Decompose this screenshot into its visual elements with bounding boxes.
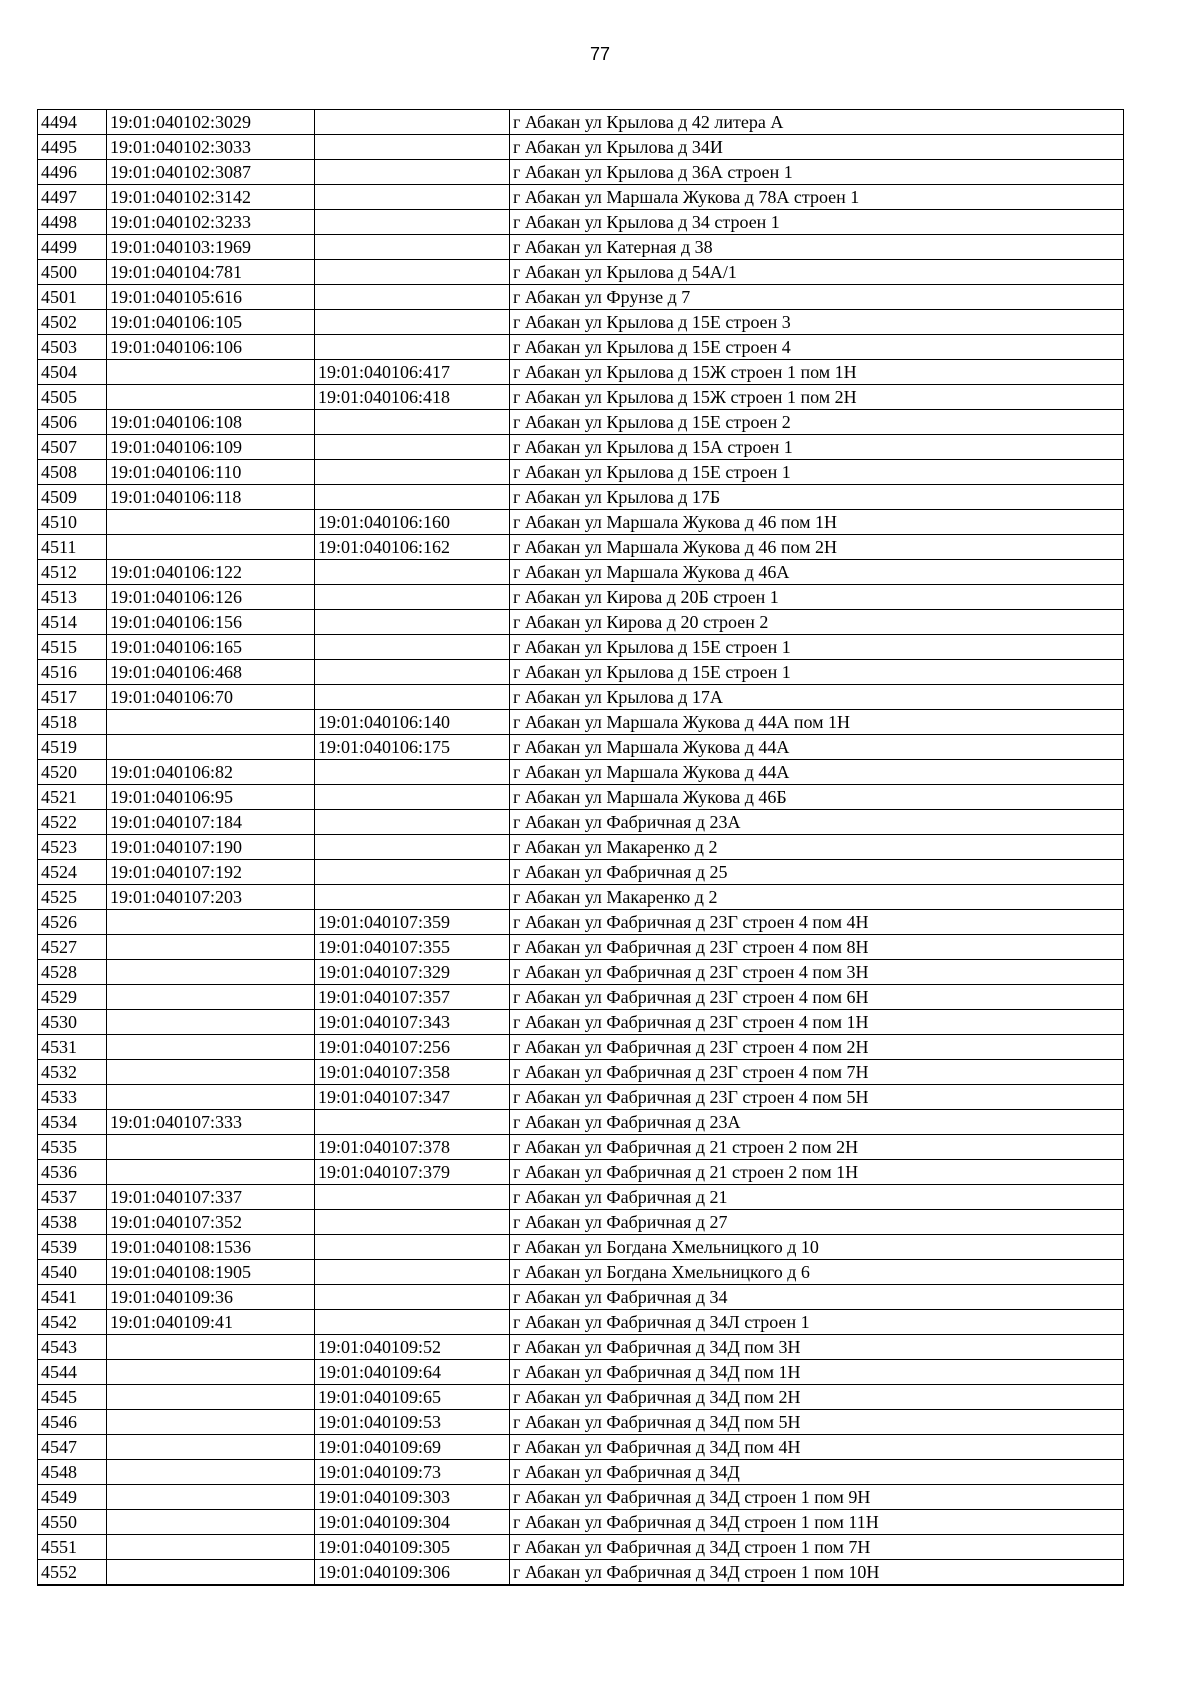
premises-cadastral-cell: 19:01:040107:358 [315, 1060, 510, 1085]
row-number-cell: 4515 [38, 635, 107, 660]
premises-cadastral-cell [315, 785, 510, 810]
premises-cadastral-cell [315, 635, 510, 660]
building-cadastral-cell [107, 1410, 315, 1435]
premises-cadastral-cell [315, 1310, 510, 1335]
address-cell: г Абакан ул Кирова д 20Б строен 1 [510, 585, 1124, 610]
row-number-cell: 4521 [38, 785, 107, 810]
address-cell: г Абакан ул Фабричная д 23Г строен 4 пом 3Н [510, 960, 1124, 985]
building-cadastral-cell: 19:01:040106:156 [107, 610, 315, 635]
building-cadastral-cell [107, 1335, 315, 1360]
row-number-cell: 4512 [38, 560, 107, 585]
row-number-cell: 4505 [38, 385, 107, 410]
row-number-cell: 4529 [38, 985, 107, 1010]
row-number-cell: 4497 [38, 185, 107, 210]
row-number-cell: 4509 [38, 485, 107, 510]
address-cell: г Абакан ул Крылова д 17А [510, 685, 1124, 710]
address-cell: г Абакан ул Маршала Жукова д 44А [510, 735, 1124, 760]
table-row [38, 985, 1124, 1010]
table-row [38, 685, 1124, 710]
building-cadastral-cell: 19:01:040102:3033 [107, 135, 315, 160]
premises-cadastral-cell [315, 235, 510, 260]
row-number-cell: 4534 [38, 1110, 107, 1135]
table-row [38, 785, 1124, 810]
premises-cadastral-cell [315, 1285, 510, 1310]
row-number-cell: 4503 [38, 335, 107, 360]
table-row [38, 1035, 1124, 1060]
address-cell: г Абакан ул Крылова д 15Е строен 2 [510, 410, 1124, 435]
row-number-cell: 4540 [38, 1260, 107, 1285]
building-cadastral-cell [107, 1360, 315, 1385]
table-row [38, 435, 1124, 460]
row-number-cell: 4499 [38, 235, 107, 260]
property-register-table [37, 109, 1124, 1586]
table-row [38, 110, 1124, 135]
table-row [38, 410, 1124, 435]
table-row [38, 1335, 1124, 1360]
building-cadastral-cell [107, 1485, 315, 1510]
address-cell: г Абакан ул Фабричная д 34 [510, 1285, 1124, 1310]
premises-cadastral-cell [315, 1110, 510, 1135]
row-number-cell: 4548 [38, 1460, 107, 1485]
building-cadastral-cell [107, 735, 315, 760]
premises-cadastral-cell: 19:01:040107:355 [315, 935, 510, 960]
table-body [38, 110, 1124, 1586]
row-number-cell: 4501 [38, 285, 107, 310]
table-row [38, 135, 1124, 160]
address-cell: г Абакан ул Фабричная д 23Г строен 4 пом 7Н [510, 1060, 1124, 1085]
row-number-cell: 4514 [38, 610, 107, 635]
table-row [38, 160, 1124, 185]
building-cadastral-cell [107, 935, 315, 960]
address-cell: г Абакан ул Фабричная д 23Г строен 4 пом 8Н [510, 935, 1124, 960]
table-row [38, 260, 1124, 285]
table-row [38, 485, 1124, 510]
address-cell: г Абакан ул Фабричная д 21 [510, 1185, 1124, 1210]
building-cadastral-cell: 19:01:040106:108 [107, 410, 315, 435]
premises-cadastral-cell [315, 860, 510, 885]
building-cadastral-cell: 19:01:040108:1536 [107, 1235, 315, 1260]
table-row [38, 1510, 1124, 1535]
table-row [38, 910, 1124, 935]
premises-cadastral-cell [315, 435, 510, 460]
address-cell: г Абакан ул Крылова д 54А/1 [510, 260, 1124, 285]
premises-cadastral-cell [315, 610, 510, 635]
row-number-cell: 4520 [38, 760, 107, 785]
address-cell: г Абакан ул Крылова д 34И [510, 135, 1124, 160]
building-cadastral-cell [107, 1385, 315, 1410]
building-cadastral-cell [107, 1535, 315, 1560]
building-cadastral-cell: 19:01:040104:781 [107, 260, 315, 285]
page-number: 77 [589, 44, 611, 64]
address-cell: г Абакан ул Крылова д 17Б [510, 485, 1124, 510]
building-cadastral-cell [107, 1135, 315, 1160]
address-cell: г Абакан ул Фабричная д 34Д пом 1Н [510, 1360, 1124, 1385]
building-cadastral-cell: 19:01:040107:190 [107, 835, 315, 860]
premises-cadastral-cell: 19:01:040106:140 [315, 710, 510, 735]
table-row [38, 1160, 1124, 1185]
table-row [38, 810, 1124, 835]
row-number-cell: 4522 [38, 810, 107, 835]
address-cell: г Абакан ул Фабричная д 21 строен 2 пом 1Н [510, 1160, 1124, 1185]
building-cadastral-cell: 19:01:040106:70 [107, 685, 315, 710]
address-cell: г Абакан ул Маршала Жукова д 78А строен 1 [510, 185, 1124, 210]
building-cadastral-cell: 19:01:040102:3142 [107, 185, 315, 210]
table-row [38, 1535, 1124, 1560]
address-cell: г Абакан ул Фабричная д 23Г строен 4 пом 1Н [510, 1010, 1124, 1035]
row-number-cell: 4538 [38, 1210, 107, 1235]
building-cadastral-cell: 19:01:040106:82 [107, 760, 315, 785]
table-row [38, 335, 1124, 360]
premises-cadastral-cell [315, 810, 510, 835]
row-number-cell: 4549 [38, 1485, 107, 1510]
address-cell: г Абакан ул Кирова д 20 строен 2 [510, 610, 1124, 635]
address-cell: г Абакан ул Фабричная д 34Л строен 1 [510, 1310, 1124, 1335]
building-cadastral-cell [107, 710, 315, 735]
table-row [38, 310, 1124, 335]
address-cell: г Абакан ул Катерная д 38 [510, 235, 1124, 260]
premises-cadastral-cell: 19:01:040107:347 [315, 1085, 510, 1110]
premises-cadastral-cell: 19:01:040106:175 [315, 735, 510, 760]
premises-cadastral-cell [315, 110, 510, 135]
building-cadastral-cell [107, 535, 315, 560]
table-row [38, 1460, 1124, 1485]
building-cadastral-cell [107, 360, 315, 385]
building-cadastral-cell [107, 1560, 315, 1586]
premises-cadastral-cell [315, 260, 510, 285]
address-cell: г Абакан ул Маршала Жукова д 46 пом 2Н [510, 535, 1124, 560]
premises-cadastral-cell [315, 685, 510, 710]
table-row [38, 1560, 1124, 1586]
table-row [38, 1485, 1124, 1510]
table-row [38, 1110, 1124, 1135]
row-number-cell: 4496 [38, 160, 107, 185]
row-number-cell: 4539 [38, 1235, 107, 1260]
address-cell: г Абакан ул Маршала Жукова д 46 пом 1Н [510, 510, 1124, 535]
building-cadastral-cell: 19:01:040105:616 [107, 285, 315, 310]
row-number-cell: 4495 [38, 135, 107, 160]
row-number-cell: 4516 [38, 660, 107, 685]
premises-cadastral-cell [315, 760, 510, 785]
building-cadastral-cell: 19:01:040107:203 [107, 885, 315, 910]
premises-cadastral-cell [315, 585, 510, 610]
premises-cadastral-cell [315, 1260, 510, 1285]
address-cell: г Абакан ул Крылова д 15Ж строен 1 пом 2Н [510, 385, 1124, 410]
row-number-cell: 4506 [38, 410, 107, 435]
premises-cadastral-cell: 19:01:040106:162 [315, 535, 510, 560]
table-row [38, 660, 1124, 685]
building-cadastral-cell [107, 1435, 315, 1460]
table-row [38, 860, 1124, 885]
premises-cadastral-cell: 19:01:040106:160 [315, 510, 510, 535]
premises-cadastral-cell: 19:01:040109:69 [315, 1435, 510, 1460]
row-number-cell: 4508 [38, 460, 107, 485]
premises-cadastral-cell: 19:01:040107:359 [315, 910, 510, 935]
address-cell: г Абакан ул Фабричная д 34Д пом 2Н [510, 1385, 1124, 1410]
premises-cadastral-cell: 19:01:040109:305 [315, 1535, 510, 1560]
building-cadastral-cell: 19:01:040106:110 [107, 460, 315, 485]
building-cadastral-cell [107, 1510, 315, 1535]
premises-cadastral-cell [315, 210, 510, 235]
building-cadastral-cell [107, 1460, 315, 1485]
address-cell: г Абакан ул Маршала Жукова д 46Б [510, 785, 1124, 810]
row-number-cell: 4504 [38, 360, 107, 385]
address-cell: г Абакан ул Фабричная д 34Д строен 1 пом 9Н [510, 1485, 1124, 1510]
address-cell: г Абакан ул Богдана Хмельницкого д 6 [510, 1260, 1124, 1285]
row-number-cell: 4545 [38, 1385, 107, 1410]
row-number-cell: 4524 [38, 860, 107, 885]
table-row [38, 460, 1124, 485]
table-row [38, 610, 1124, 635]
premises-cadastral-cell [315, 460, 510, 485]
building-cadastral-cell [107, 1160, 315, 1185]
address-cell: г Абакан ул Фрунзе д 7 [510, 285, 1124, 310]
address-cell: г Абакан ул Фабричная д 27 [510, 1210, 1124, 1235]
premises-cadastral-cell [315, 160, 510, 185]
building-cadastral-cell: 19:01:040106:126 [107, 585, 315, 610]
row-number-cell: 4550 [38, 1510, 107, 1535]
building-cadastral-cell [107, 960, 315, 985]
premises-cadastral-cell [315, 185, 510, 210]
premises-cadastral-cell: 19:01:040109:303 [315, 1485, 510, 1510]
row-number-cell: 4526 [38, 910, 107, 935]
address-cell: г Абакан ул Крылова д 15Е строен 1 [510, 635, 1124, 660]
address-cell: г Абакан ул Фабричная д 34Д пом 5Н [510, 1410, 1124, 1435]
row-number-cell: 4533 [38, 1085, 107, 1110]
building-cadastral-cell [107, 910, 315, 935]
address-cell: г Абакан ул Фабричная д 34Д строен 1 пом 11Н [510, 1510, 1124, 1535]
address-cell: г Абакан ул Крылова д 36А строен 1 [510, 160, 1124, 185]
address-cell: г Абакан ул Крылова д 15Е строен 1 [510, 660, 1124, 685]
address-cell: г Абакан ул Фабричная д 34Д пом 4Н [510, 1435, 1124, 1460]
premises-cadastral-cell: 19:01:040109:64 [315, 1360, 510, 1385]
address-cell: г Абакан ул Крылова д 15А строен 1 [510, 435, 1124, 460]
row-number-cell: 4523 [38, 835, 107, 860]
address-cell: г Абакан ул Фабричная д 23А [510, 810, 1124, 835]
table-row [38, 1210, 1124, 1235]
building-cadastral-cell: 19:01:040108:1905 [107, 1260, 315, 1285]
premises-cadastral-cell: 19:01:040107:256 [315, 1035, 510, 1060]
row-number-cell: 4544 [38, 1360, 107, 1385]
building-cadastral-cell: 19:01:040106:105 [107, 310, 315, 335]
address-cell: г Абакан ул Фабричная д 23А [510, 1110, 1124, 1135]
building-cadastral-cell [107, 1010, 315, 1035]
building-cadastral-cell: 19:01:040106:109 [107, 435, 315, 460]
row-number-cell: 4537 [38, 1185, 107, 1210]
table-row [38, 510, 1124, 535]
building-cadastral-cell: 19:01:040109:41 [107, 1310, 315, 1335]
building-cadastral-cell: 19:01:040106:106 [107, 335, 315, 360]
row-number-cell: 4513 [38, 585, 107, 610]
address-cell: г Абакан ул Фабричная д 23Г строен 4 пом 2Н [510, 1035, 1124, 1060]
table-row [38, 1310, 1124, 1335]
row-number-cell: 4507 [38, 435, 107, 460]
premises-cadastral-cell: 19:01:040109:52 [315, 1335, 510, 1360]
premises-cadastral-cell [315, 285, 510, 310]
building-cadastral-cell: 19:01:040106:468 [107, 660, 315, 685]
row-number-cell: 4494 [38, 110, 107, 135]
row-number-cell: 4541 [38, 1285, 107, 1310]
premises-cadastral-cell [315, 485, 510, 510]
table-row [38, 635, 1124, 660]
table-row [38, 385, 1124, 410]
premises-cadastral-cell [315, 660, 510, 685]
building-cadastral-cell [107, 510, 315, 535]
building-cadastral-cell: 19:01:040107:184 [107, 810, 315, 835]
row-number-cell: 4511 [38, 535, 107, 560]
row-number-cell: 4517 [38, 685, 107, 710]
premises-cadastral-cell: 19:01:040107:343 [315, 1010, 510, 1035]
row-number-cell: 4546 [38, 1410, 107, 1435]
premises-cadastral-cell: 19:01:040109:73 [315, 1460, 510, 1485]
address-cell: г Абакан ул Маршала Жукова д 46А [510, 560, 1124, 585]
table-row [38, 185, 1124, 210]
premises-cadastral-cell [315, 1210, 510, 1235]
building-cadastral-cell: 19:01:040103:1969 [107, 235, 315, 260]
table-row [38, 935, 1124, 960]
table-row [38, 835, 1124, 860]
table-row [38, 1235, 1124, 1260]
table-row [38, 960, 1124, 985]
building-cadastral-cell [107, 1085, 315, 1110]
address-cell: г Абакан ул Крылова д 15Е строен 1 [510, 460, 1124, 485]
table-row [38, 210, 1124, 235]
premises-cadastral-cell [315, 1235, 510, 1260]
premises-cadastral-cell [315, 885, 510, 910]
building-cadastral-cell [107, 1060, 315, 1085]
table-row [38, 1185, 1124, 1210]
building-cadastral-cell: 19:01:040106:165 [107, 635, 315, 660]
table-row [38, 285, 1124, 310]
row-number-cell: 4527 [38, 935, 107, 960]
premises-cadastral-cell: 19:01:040107:378 [315, 1135, 510, 1160]
premises-cadastral-cell [315, 135, 510, 160]
table-row [38, 710, 1124, 735]
premises-cadastral-cell [315, 560, 510, 585]
table-row [38, 1085, 1124, 1110]
table-row [38, 1010, 1124, 1035]
premises-cadastral-cell: 19:01:040109:53 [315, 1410, 510, 1435]
building-cadastral-cell: 19:01:040107:192 [107, 860, 315, 885]
premises-cadastral-cell: 19:01:040109:65 [315, 1385, 510, 1410]
building-cadastral-cell [107, 385, 315, 410]
premises-cadastral-cell: 19:01:040107:357 [315, 985, 510, 1010]
row-number-cell: 4535 [38, 1135, 107, 1160]
building-cadastral-cell: 19:01:040102:3087 [107, 160, 315, 185]
table-row [38, 735, 1124, 760]
building-cadastral-cell: 19:01:040107:337 [107, 1185, 315, 1210]
row-number-cell: 4530 [38, 1010, 107, 1035]
address-cell: г Абакан ул Маршала Жукова д 44А пом 1Н [510, 710, 1124, 735]
address-cell: г Абакан ул Крылова д 15Ж строен 1 пом 1Н [510, 360, 1124, 385]
row-number-cell: 4543 [38, 1335, 107, 1360]
table-row [38, 885, 1124, 910]
premises-cadastral-cell [315, 410, 510, 435]
premises-cadastral-cell: 19:01:040109:306 [315, 1560, 510, 1586]
table-row [38, 1410, 1124, 1435]
row-number-cell: 4532 [38, 1060, 107, 1085]
premises-cadastral-cell: 19:01:040106:417 [315, 360, 510, 385]
table-row [38, 1285, 1124, 1310]
premises-cadastral-cell [315, 310, 510, 335]
address-cell: г Абакан ул Макаренко д 2 [510, 835, 1124, 860]
address-cell: г Абакан ул Фабричная д 34Д строен 1 пом 10Н [510, 1560, 1124, 1586]
row-number-cell: 4536 [38, 1160, 107, 1185]
table-row [38, 235, 1124, 260]
row-number-cell: 4519 [38, 735, 107, 760]
address-cell: г Абакан ул Маршала Жукова д 44А [510, 760, 1124, 785]
building-cadastral-cell: 19:01:040106:122 [107, 560, 315, 585]
table-row [38, 1385, 1124, 1410]
building-cadastral-cell [107, 985, 315, 1010]
table-row [38, 1360, 1124, 1385]
table-row [38, 1435, 1124, 1460]
row-number-cell: 4525 [38, 885, 107, 910]
premises-cadastral-cell [315, 1185, 510, 1210]
row-number-cell: 4552 [38, 1560, 107, 1586]
premises-cadastral-cell: 19:01:040107:379 [315, 1160, 510, 1185]
table-row [38, 535, 1124, 560]
table-row [38, 585, 1124, 610]
premises-cadastral-cell: 19:01:040107:329 [315, 960, 510, 985]
address-cell: г Абакан ул Крылова д 42 литера А [510, 110, 1124, 135]
row-number-cell: 4510 [38, 510, 107, 535]
table-row [38, 560, 1124, 585]
building-cadastral-cell: 19:01:040107:352 [107, 1210, 315, 1235]
premises-cadastral-cell: 19:01:040106:418 [315, 385, 510, 410]
row-number-cell: 4542 [38, 1310, 107, 1335]
row-number-cell: 4547 [38, 1435, 107, 1460]
address-cell: г Абакан ул Фабричная д 34Д [510, 1460, 1124, 1485]
row-number-cell: 4502 [38, 310, 107, 335]
building-cadastral-cell: 19:01:040102:3233 [107, 210, 315, 235]
row-number-cell: 4531 [38, 1035, 107, 1060]
building-cadastral-cell: 19:01:040107:333 [107, 1110, 315, 1135]
address-cell: г Абакан ул Богдана Хмельницкого д 10 [510, 1235, 1124, 1260]
building-cadastral-cell: 19:01:040106:95 [107, 785, 315, 810]
address-cell: г Абакан ул Крылова д 15Е строен 4 [510, 335, 1124, 360]
table-row [38, 1260, 1124, 1285]
address-cell: г Абакан ул Фабричная д 23Г строен 4 пом 5Н [510, 1085, 1124, 1110]
premises-cadastral-cell: 19:01:040109:304 [315, 1510, 510, 1535]
address-cell: г Абакан ул Фабричная д 34Д пом 3Н [510, 1335, 1124, 1360]
row-number-cell: 4518 [38, 710, 107, 735]
table-row [38, 1060, 1124, 1085]
row-number-cell: 4498 [38, 210, 107, 235]
building-cadastral-cell: 19:01:040109:36 [107, 1285, 315, 1310]
row-number-cell: 4551 [38, 1535, 107, 1560]
address-cell: г Абакан ул Фабричная д 21 строен 2 пом 2Н [510, 1135, 1124, 1160]
address-cell: г Абакан ул Фабричная д 25 [510, 860, 1124, 885]
address-cell: г Абакан ул Фабричная д 23Г строен 4 пом 4Н [510, 910, 1124, 935]
table-row [38, 760, 1124, 785]
address-cell: г Абакан ул Крылова д 34 строен 1 [510, 210, 1124, 235]
row-number-cell: 4528 [38, 960, 107, 985]
building-cadastral-cell [107, 1035, 315, 1060]
premises-cadastral-cell [315, 335, 510, 360]
building-cadastral-cell: 19:01:040106:118 [107, 485, 315, 510]
address-cell: г Абакан ул Фабричная д 34Д строен 1 пом 7Н [510, 1535, 1124, 1560]
address-cell: г Абакан ул Крылова д 15Е строен 3 [510, 310, 1124, 335]
address-cell: г Абакан ул Макаренко д 2 [510, 885, 1124, 910]
building-cadastral-cell: 19:01:040102:3029 [107, 110, 315, 135]
row-number-cell: 4500 [38, 260, 107, 285]
premises-cadastral-cell [315, 835, 510, 860]
table-row [38, 1135, 1124, 1160]
address-cell: г Абакан ул Фабричная д 23Г строен 4 пом 6Н [510, 985, 1124, 1010]
table-row [38, 360, 1124, 385]
